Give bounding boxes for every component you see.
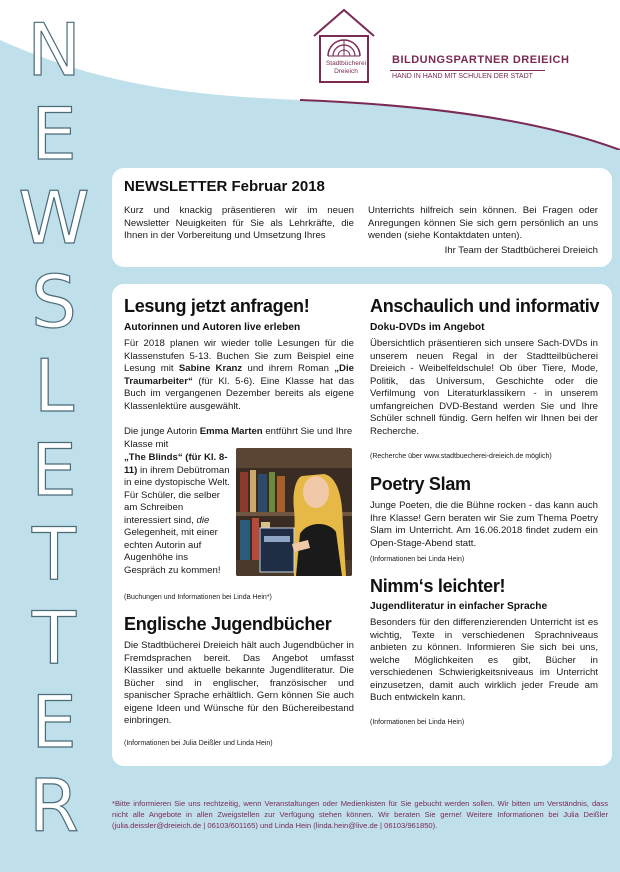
vertical-letter: E [31, 428, 77, 512]
anschaulich-note: (Recherche über www.stadtbuecherei-dreieich.de möglich) [370, 453, 552, 460]
anschaulich-heading: Anschaulich und informativ [370, 296, 600, 316]
author-photo [236, 448, 352, 576]
vertical-letter: T [32, 512, 76, 596]
poetry-heading: Poetry Slam [370, 474, 471, 494]
intro-text-left: Kurz und knackig präsentieren wir im neuen Newsletter Neuigkeiten für Sie als Lehrkräfte, die Ihnen in der Vorbereitung und Umsetzung Ihres [124, 205, 354, 241]
lesung-paragraph-2: Die junge Autorin Emma Marten entführt Sie und Ihre Klasse mit [124, 426, 353, 450]
vertical-letter: W [18, 176, 90, 260]
lesung-paragraph-1: Für 2018 planen wir wieder tolle Lesungen für die Klassenstufen 5-13. Buchen Sie zum Beispiel eine Lesung mit Sabine Kranz und ihrem Roman „Die Traumarbeiter“ (für Kl. 5-6). Eine Klasse hat das Buch im vergangenen Dezember bereits als eigene Klassenlektüre ausgewählt. [124, 338, 354, 412]
logo-text: Stadtbücherei Dreieich [325, 60, 367, 75]
anschaulich-subheading: Doku-DVDs im Angebot [370, 322, 485, 333]
newsletter-title: NEWSLETTER Februar 2018 [124, 178, 325, 195]
lesung-subheading: Autorinnen und Autoren live erleben [124, 322, 301, 333]
lesung-note: (Buchungen und Informationen bei Linda Hein*) [124, 594, 272, 601]
vertical-letter: R [28, 764, 80, 848]
vertical-letter: E [31, 92, 77, 176]
intro-signature: Ihr Team der Stadtbücherei Dreieich [444, 245, 598, 256]
anschaulich-text: Übersichtlich präsentieren sich unsere Sach-DVDs in unserem neuen Regal in der Stadtteilbücherei Dreieich - Weibelfeldschule! Ob über Tiere, Mode, Politik, das Universum, Geschichte oder die Verfilmung von Literaturklassikern - in unserem umfangreichen DVD-Bestand werden Sie und Ihre Schüler schnell fündig. Gern helfen wir Ihnen bei der Recherche. [370, 338, 598, 437]
partner-divider [390, 70, 545, 71]
englisch-text: Die Stadtbücherei Dreieich hält auch Jugendbücher in Fremdsprachen bereit. Das Angebot umfasst Klassiker und aktuelle bekannte Jugendliteratur. Die Bücher sind in englischer, französischer und spanischer Sprache erhältlich. Gern können Sie auch eigene Ideen und Wünsche für den Büchereibestand einbringen. [124, 640, 354, 726]
nimms-note: (Informationen bei Linda Hein) [370, 719, 465, 726]
nimms-subheading: Jugendliteratur in einfacher Sprache [370, 601, 548, 612]
vertical-letter: T [32, 596, 76, 680]
englisch-heading: Englische Jugendbücher [124, 614, 332, 634]
poetry-text: Junge Poeten, die die Bühne rocken - das kann auch Ihre Klasse! Gern beraten wir Sie zum Thema Poetry Slam im Unterricht. Am 16.06.2018 findet zudem ein Open-Stage-Abend statt. [370, 500, 598, 549]
footer-note: *Bitte informieren Sie uns rechtzeitig, wenn Veranstaltungen oder Medienkisten für Sie gebucht werden sollen. Wir bitten um Verständnis, dass nicht alle Angebote in allen Zweigstellen zur Verfügung stehen können. Wir beraten Sie gerne! Weitere Informationen bei Julia Deißler (julia.deissler@dreieich.de | 06103/601165) und Linda Hein (linda.hein@live.de | 06103/961850). [112, 798, 608, 830]
lesung-heading: Lesung jetzt anfragen! [124, 296, 310, 316]
vertical-letter: N [27, 8, 81, 92]
vertical-letter: S [31, 260, 77, 344]
lesung-paragraph-2-cont: „The Blinds“ (für Kl. 8-11) in ihrem Debütroman in eine dystopische Welt. Für Schüler, die selber am Schreiben interessiert sind, die Gelegenheit, mit einer echten Autorin auf Augenhöhe ins Gespräch zu kommen! [124, 452, 230, 576]
englisch-note: (Informationen bei Julia Deißler und Linda Hein) [124, 740, 273, 747]
nimms-heading: Nimm‘s leichter! [370, 576, 506, 596]
poetry-note: (Informationen bei Linda Hein) [370, 556, 465, 563]
vertical-letter: E [31, 680, 77, 764]
nimms-text: Besonders für den differenzierenden Unterricht ist es wichtig, Texte in verschiedenen Sprachniveaus anbieten zu können. Informieren Sie sich bei uns, welche Möglichkeiten es gibt, Bücher in verschiedenen Schwierigkeitsniveaus im Unterricht einzusetzen, damit auch wirklich jeder Freude am Buch entwickeln kann. [370, 617, 598, 703]
partner-title: BILDUNGSPARTNER DREIEICH [392, 54, 570, 66]
intro-text-right: Unterrichts hilfreich sein können. Bei Fragen oder Anregungen können Sie sich gern persönlich an uns wenden (siehe Kontaktdaten unten). [368, 205, 598, 241]
vertical-letter: L [33, 344, 75, 428]
partner-subtitle: HAND IN HAND MIT SCHULEN DER STADT [392, 73, 533, 80]
